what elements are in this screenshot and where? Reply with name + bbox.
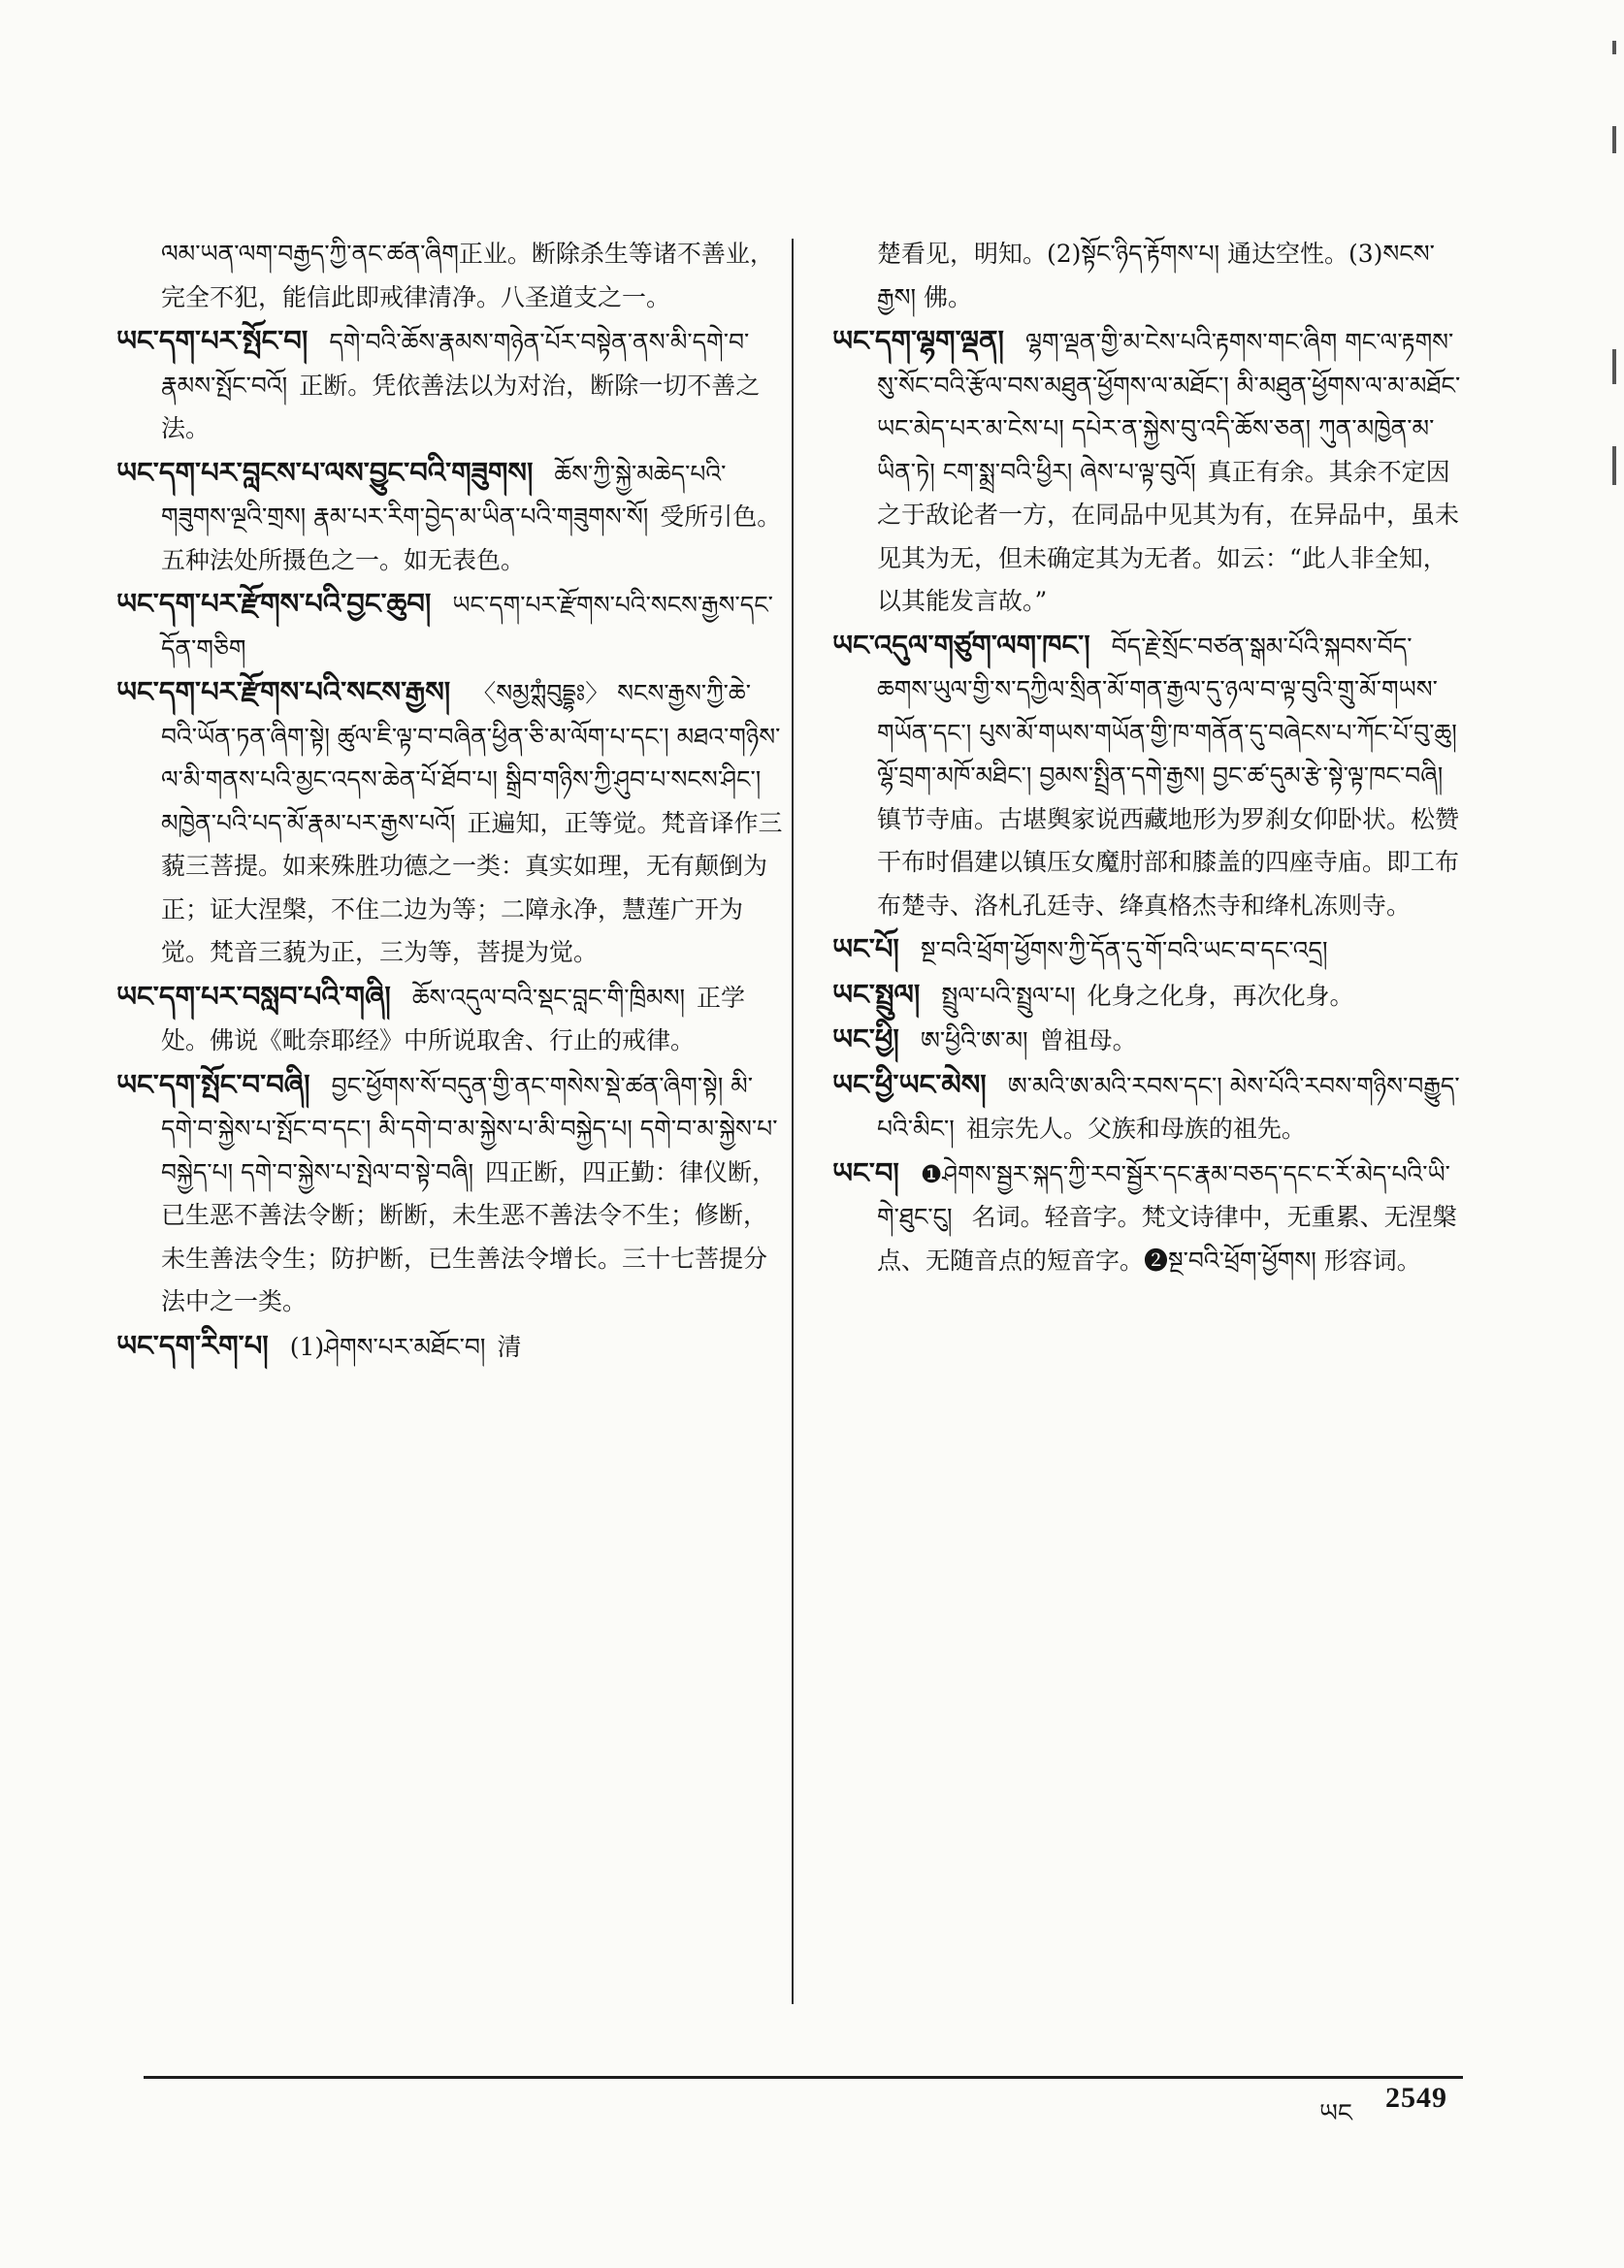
left-column — [116, 233, 786, 1369]
entry-headword: ཡང་དག་པར་རྫོགས་པའི་སངས་རྒྱས། — [116, 675, 451, 708]
dictionary-entry — [832, 973, 1461, 1019]
entry-headword: ཡང་དག་པར་སྤོང་བ། — [116, 324, 309, 357]
column-divider — [792, 239, 794, 2004]
entry-tibetan: ལམ་ཡན་ལག་བརྒྱད་ཀྱི་ནང་ཚན་ཞིག — [161, 240, 459, 268]
entry-headword: ཡང་དག་ལྷག་ལྡན། — [832, 324, 1004, 357]
dictionary-entry — [116, 1324, 786, 1370]
dictionary-entry — [116, 582, 786, 670]
entry-tibetan: སྔ་བའི་ཕྲོག་ཕྱོགས་ཀྱི་དོན་དུ་གོ་བའི་ཡང་བ་དང་འདྲ། — [920, 936, 1328, 964]
entry-chinese: 化身之化身，再次化身。 — [1087, 981, 1354, 1010]
dictionary-entry — [116, 975, 786, 1063]
entry-chinese: 名词。轻音字。梵文诗律中，无重累、无涅槃点、无随音点的短音字。❷སྔ་བའི་ཕྲོག་ཕྱོགས། 形容词。 — [877, 1203, 1457, 1275]
dictionary-entry — [832, 233, 1461, 319]
entry-headword: ཡང་ཕྱི་ཡང་མེས། — [832, 1067, 987, 1101]
entry-tibetan: ཨ་ཕྱིའི་ཨ་མ། — [920, 1026, 1028, 1054]
entry-headword: ཡང་དག་རིག་པ། — [116, 1328, 269, 1362]
entry-chinese: 受所引色。五种法处所摄色之一。如无表色。 — [161, 502, 782, 574]
dictionary-entry — [116, 1063, 786, 1324]
entry-chinese: 清 — [497, 1332, 522, 1361]
entry-headword: ཡང་དག་པར་བླངས་པ་ལས་བྱུང་བའི་གཟུགས། — [116, 455, 534, 489]
entry-chinese: 正学处。佛说《毗奈耶经》中所说取舍、行止的戒律。 — [161, 983, 746, 1054]
entry-tibetan: (1)ཤེགས་པར་མཐོང་བ། — [289, 1332, 486, 1361]
running-head: ཡང — [1319, 2099, 1352, 2128]
entry-tibetan: དགེ་བའི་ཆོས་རྣམས་གཉེན་པོར་བསྟེན་ནས་མི་དགེ་བ་རྣམས་སྤོང་བའོ། — [161, 328, 750, 400]
entry-chinese: 正断。凭依善法以为对治，断除一切不善之法。 — [161, 371, 761, 442]
entry-tibetan: ཆོས་ཀྱི་སྐྱེ་མཆེད་པའི་གཟུགས་ལྔའི་གྲས། རྣམ་པར་རིག་བྱེད་མ་ཡིན་པའི་གཟུགས་སོ། — [161, 459, 727, 531]
entry-tibetan: 〈སམྱཀྶཾབུདྡྷཿ〉 སངས་རྒྱས་ཀྱི་ཆེ་བའི་ཡོན་ཏན་ཞིག་སྟེ། ཚུལ་ཇི་ལྟ་བ་བཞིན་ཕྱིན་ཅི་མ་ལོག་པ་དང་། མཐའ་གཉིས་ལ་མི་གནས་པའི་མྱང་འདས་ཆེན་པོ་ཐོབ་པ། སྒྲིབ་གཉིས་ཀྱི་ཤུབ་པ་སངས་ཤིང་། མཁྱེན་པའི་པད་མོ་རྣམ་པར་རྒྱས་པའོ། — [161, 679, 781, 837]
dictionary-entry — [832, 927, 1461, 973]
entry-headword: ཡང་དག་སྤོང་བ་བཞི། — [116, 1067, 310, 1101]
entry-headword: ཡང་དག་པར་རྫོགས་པའི་བྱང་ཆུབ། — [116, 587, 432, 620]
dictionary-entry — [832, 1063, 1461, 1151]
margin-mark — [1612, 41, 1616, 54]
right-column — [832, 233, 1461, 1282]
dictionary-entry — [116, 451, 786, 583]
margin-mark — [1612, 446, 1616, 485]
margin-mark — [1612, 126, 1616, 153]
dictionary-entry — [116, 233, 786, 319]
entry-chinese: 四正断，四正勤：律仪断，已生恶不善法令断；断断，未生恶不善法令不生；修断，未生善法令生；防护断，已生善法令增长。三十七菩提分法中之一类。 — [161, 1157, 777, 1315]
entry-headword: ཡང་དག་པར་བསླབ་པའི་གཞི། — [116, 979, 391, 1013]
dictionary-entry — [832, 1018, 1461, 1063]
dictionary-entry — [116, 319, 786, 451]
entry-tibetan: བྱང་ཕྱོགས་སོ་བདུན་གྱི་ནང་གསེས་སྡེ་ཚན་ཞིག་སྟེ། མི་དགེ་བ་སྐྱེས་པ་སྤོང་བ་དང་། མི་དགེ་བ་མ་སྐྱེས་པ་མི་བསྐྱེད་པ། དགེ་བ་མ་སྐྱེས་པ་བསྐྱེད་པ། དགེ་བ་སྐྱེས་པ་སྤེལ་བ་སྟེ་བཞི། — [161, 1071, 778, 1186]
entry-headword: ཡང་འདུལ་གཙུག་ལག་ཁང་། — [832, 628, 1090, 662]
entry-chinese: 正业。断除杀生等诸不善业，完全不犯，能信此即戒律清净。八圣道支之一。 — [161, 240, 774, 311]
page-number: 2549 — [1385, 2082, 1447, 2114]
entry-headword: ཡང་སྤྲུལ། — [832, 977, 921, 1011]
dictionary-entry — [116, 670, 786, 975]
dictionary-entry — [832, 1151, 1461, 1283]
entry-chinese: 正遍知，正等觉。梵音译作三藐三菩提。如来殊胜功德之一类：真实如理，无有颠倒为正；证大涅槃，不住二边为等；二障永净，慧莲广开为觉。梵音三藐为正，三为等，菩提为觉。 — [161, 808, 783, 966]
entry-tibetan: སྤྲུལ་པའི་སྤྲུལ་པ། — [941, 981, 1076, 1010]
margin-mark — [1612, 349, 1616, 384]
entry-headword: ཡང་པོ། — [832, 932, 899, 965]
entry-tibetan: བོད་རྗེ་སྲོང་བཙན་སྒམ་པོའི་སྐབས་བོད་ཆགས་ཡུལ་གྱི་ས་དཀྱིལ་སྲིན་མོ་གན་རྒྱལ་དུ་ཉལ་བ་ལྟ་བུའི་གྲུ་མོ་གཡས་གཡོན་དང་། པུས་མོ་གཡས་གཡོན་གྱི་ཁ་གནོན་དུ་བཞེངས་པ་ཀོང་པོ་བུ་ཆུ། ལྷོ་བྲག་མཁོ་མཐིང་། བྱམས་སྤྲིན་དགེ་རྒྱས། བྱང་ཚ་དུམ་རྩེ་སྟེ་ལྟ་ཁང་བཞི། — [877, 632, 1457, 790]
dictionary-entry — [832, 319, 1461, 624]
entry-chinese: 楚看见，明知。(2)སྟོང་ཉིད་རྟོགས་པ། 通达空性。(3)སངས་རྒྱས། 佛。 — [877, 240, 1435, 311]
entry-tibetan: ཆོས་འདུལ་བའི་སྡང་བླང་གི་ཁྲིམས། — [411, 983, 685, 1012]
footer-rule — [144, 2076, 1463, 2079]
entry-tibetan: ཨ་མའི་ཨ་མའི་རབས་དང་། མེས་པོའི་རབས་གཉིས་བརྒྱུད་པའི་མིང་། — [877, 1071, 1460, 1143]
dictionary-entry — [832, 624, 1461, 928]
entry-chinese: 真正有余。其余不定因之于敌论者一方，在同品中见其为有，在异品中，虽未见其为无，但未确定其为无者。如云：“此人非全知，以其能发言故。” — [877, 457, 1460, 615]
entry-chinese: 祖宗先人。父族和母族的祖先。 — [965, 1115, 1306, 1143]
entry-tibetan: ཡང་དག་པར་རྫོགས་པའི་སངས་རྒྱས་དང་དོན་གཅིག — [161, 591, 773, 663]
entry-chinese: 镇节寺庙。古堪舆家说西藏地形为罗刹女仰卧状。松赞干布时倡建以镇压女魔肘部和膝盖的四座寺庙。即工布布楚寺、洛札孔廷寺、绛真格杰寺和绛札冻则寺。 — [877, 804, 1460, 920]
entry-headword: ཡང་བ། — [832, 1155, 899, 1189]
entry-headword: ཡང་ཕྱི། — [832, 1022, 899, 1055]
entry-tibetan: ❶ཤེགས་སྦྱར་སྐད་ཀྱི་རབ་སྦྱོར་དང་རྣམ་བཅད་དང་ང་རོ་མེད་པའི་ཡི་གེ་ཐུང་ངུ། — [877, 1159, 1450, 1231]
entry-chinese: 曾祖母。 — [1039, 1026, 1137, 1054]
entry-tibetan: ལྷག་ལྡན་གྱི་མ་ངེས་པའི་རྟགས་གང་ཞིག གང་ལ་རྟགས་སུ་སོང་བའི་རྩོལ་བས་མཐུན་ཕྱོགས་ལ་མཐོང་། མི་མཐུན་ཕྱོགས་ལ་མ་མཐོང་ཡང་མེད་པར་མ་ངེས་པ། དཔེར་ན་སྐྱེས་བུ་འདི་ཆོས་ཅན། ཀུན་མཁྱེན་མ་ཡིན་ཏེ། ངག་སྨྲ་བའི་ཕྱིར། ཞེས་པ་ལྟ་བུའོ། — [877, 328, 1461, 486]
